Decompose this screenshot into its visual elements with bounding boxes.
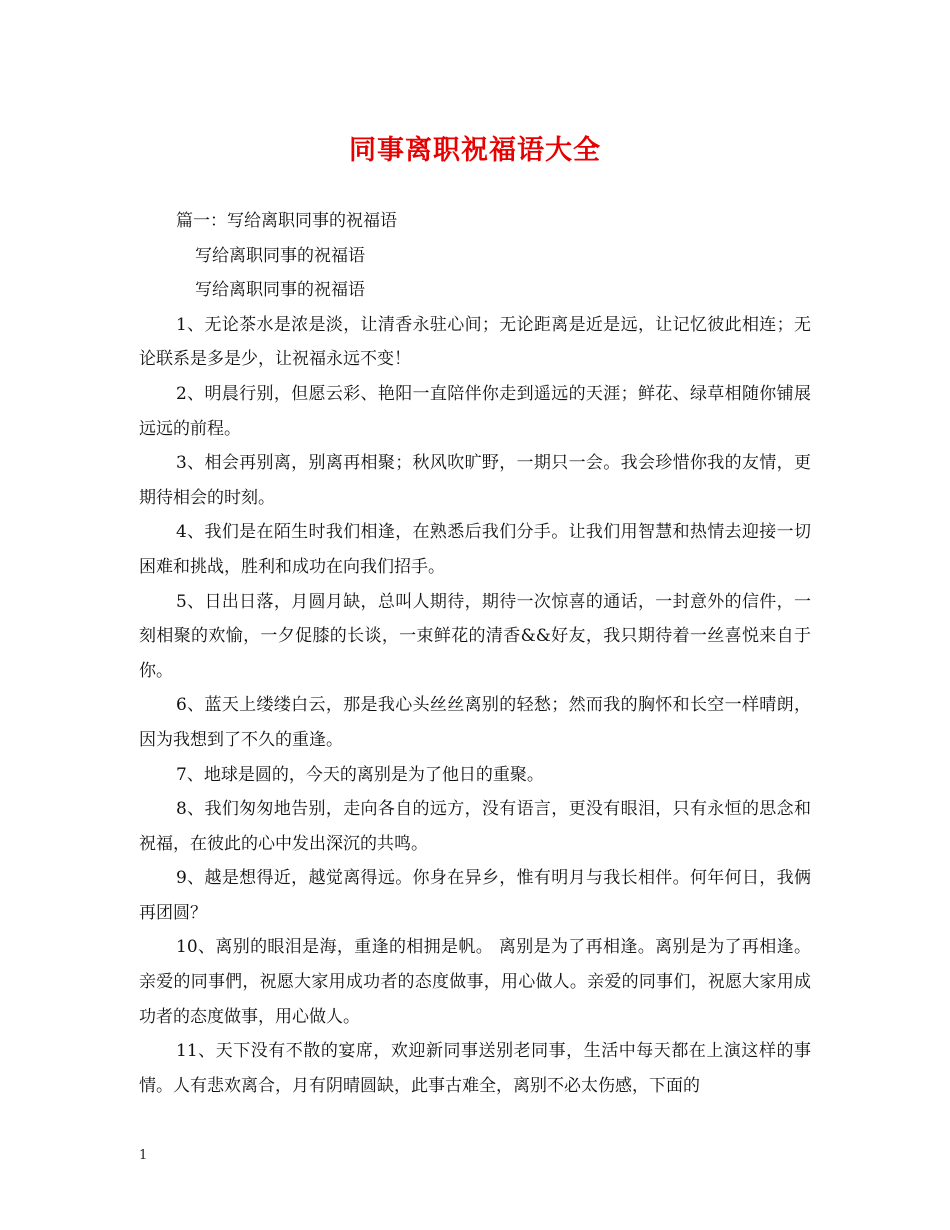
paragraph: 1、无论茶水是浓是淡，让清香永驻心间；无论距离是近是远，让记忆彼此相连；无论联系是多是少，让祝福永远不变！ <box>139 314 811 370</box>
paragraph: 8、我们匆匆地告别，走向各自的远方，没有语言，更没有眼泪，只有永恒的思念和祝福，在彼此的心中发出深沉的共鸣。 <box>139 799 811 854</box>
subheading: 写给离职同事的祝福语 <box>195 245 365 266</box>
page-number: 1 <box>139 1148 148 1163</box>
paragraph: 6、蓝天上缕缕白云，那是我心头丝丝离别的轻愁；然而我的胸怀和长空一样晴朗，因为我想到了不久的重逢。 <box>139 695 811 750</box>
paragraph: 5、日出日落，月圆月缺，总叫人期待，期待一次惊喜的通话，一封意外的信件，一刻相聚的欢愉，一夕促膝的长谈，一束鲜花的清香&&好友，我只期待着一丝喜悦来自于你。 <box>139 591 811 681</box>
subheading: 写给离职同事的祝福语 <box>195 280 365 301</box>
paragraph: 2、明晨行别，但愿云彩、艳阳一直陪伴你走到遥远的天涯；鲜花、绿草相随你铺展远远的前程。 <box>139 383 811 439</box>
paragraph: 4、我们是在陌生时我们相逢，在熟悉后我们分手。让我们用智慧和热情去迎接一切困难和挑战，胜利和成功在向我们招手。 <box>139 522 811 577</box>
paragraph: 7、地球是圆的，今天的离别是为了他日的重聚。 <box>176 764 544 785</box>
paragraph: 9、越是想得近，越觉离得远。你身在异乡，惟有明月与我长相伴。何年何日，我俩再团圆？ <box>139 868 811 923</box>
paragraph: 3、相会再别离，别离再相聚；秋风吹旷野，一期只一会。我会珍惜你我的友情，更期待相会的时刻。 <box>139 453 811 508</box>
document-body <box>139 204 811 1103</box>
section-heading: 篇一：写给离职同事的祝福语 <box>176 211 397 231</box>
paragraph: 10、离别的眼泪是海，重逢的相拥是帆。 离别是为了再相逢。离别是为了再相逢。亲爱的同事們，祝愿大家用成功者的态度做事，用心做人。亲爱的同事们，祝愿大家用成功者的态度做事，用心做人。 <box>139 937 811 1027</box>
document-title: 同事离职祝福语大全 <box>349 135 601 166</box>
paragraph: 11、天下没有不散的宴席，欢迎新同事送别老同事，生活中每天都在上演这样的事情。人有悲欢离合，月有阴晴圆缺，此事古难全，离别不必太伤感，下面的 <box>139 1041 811 1096</box>
